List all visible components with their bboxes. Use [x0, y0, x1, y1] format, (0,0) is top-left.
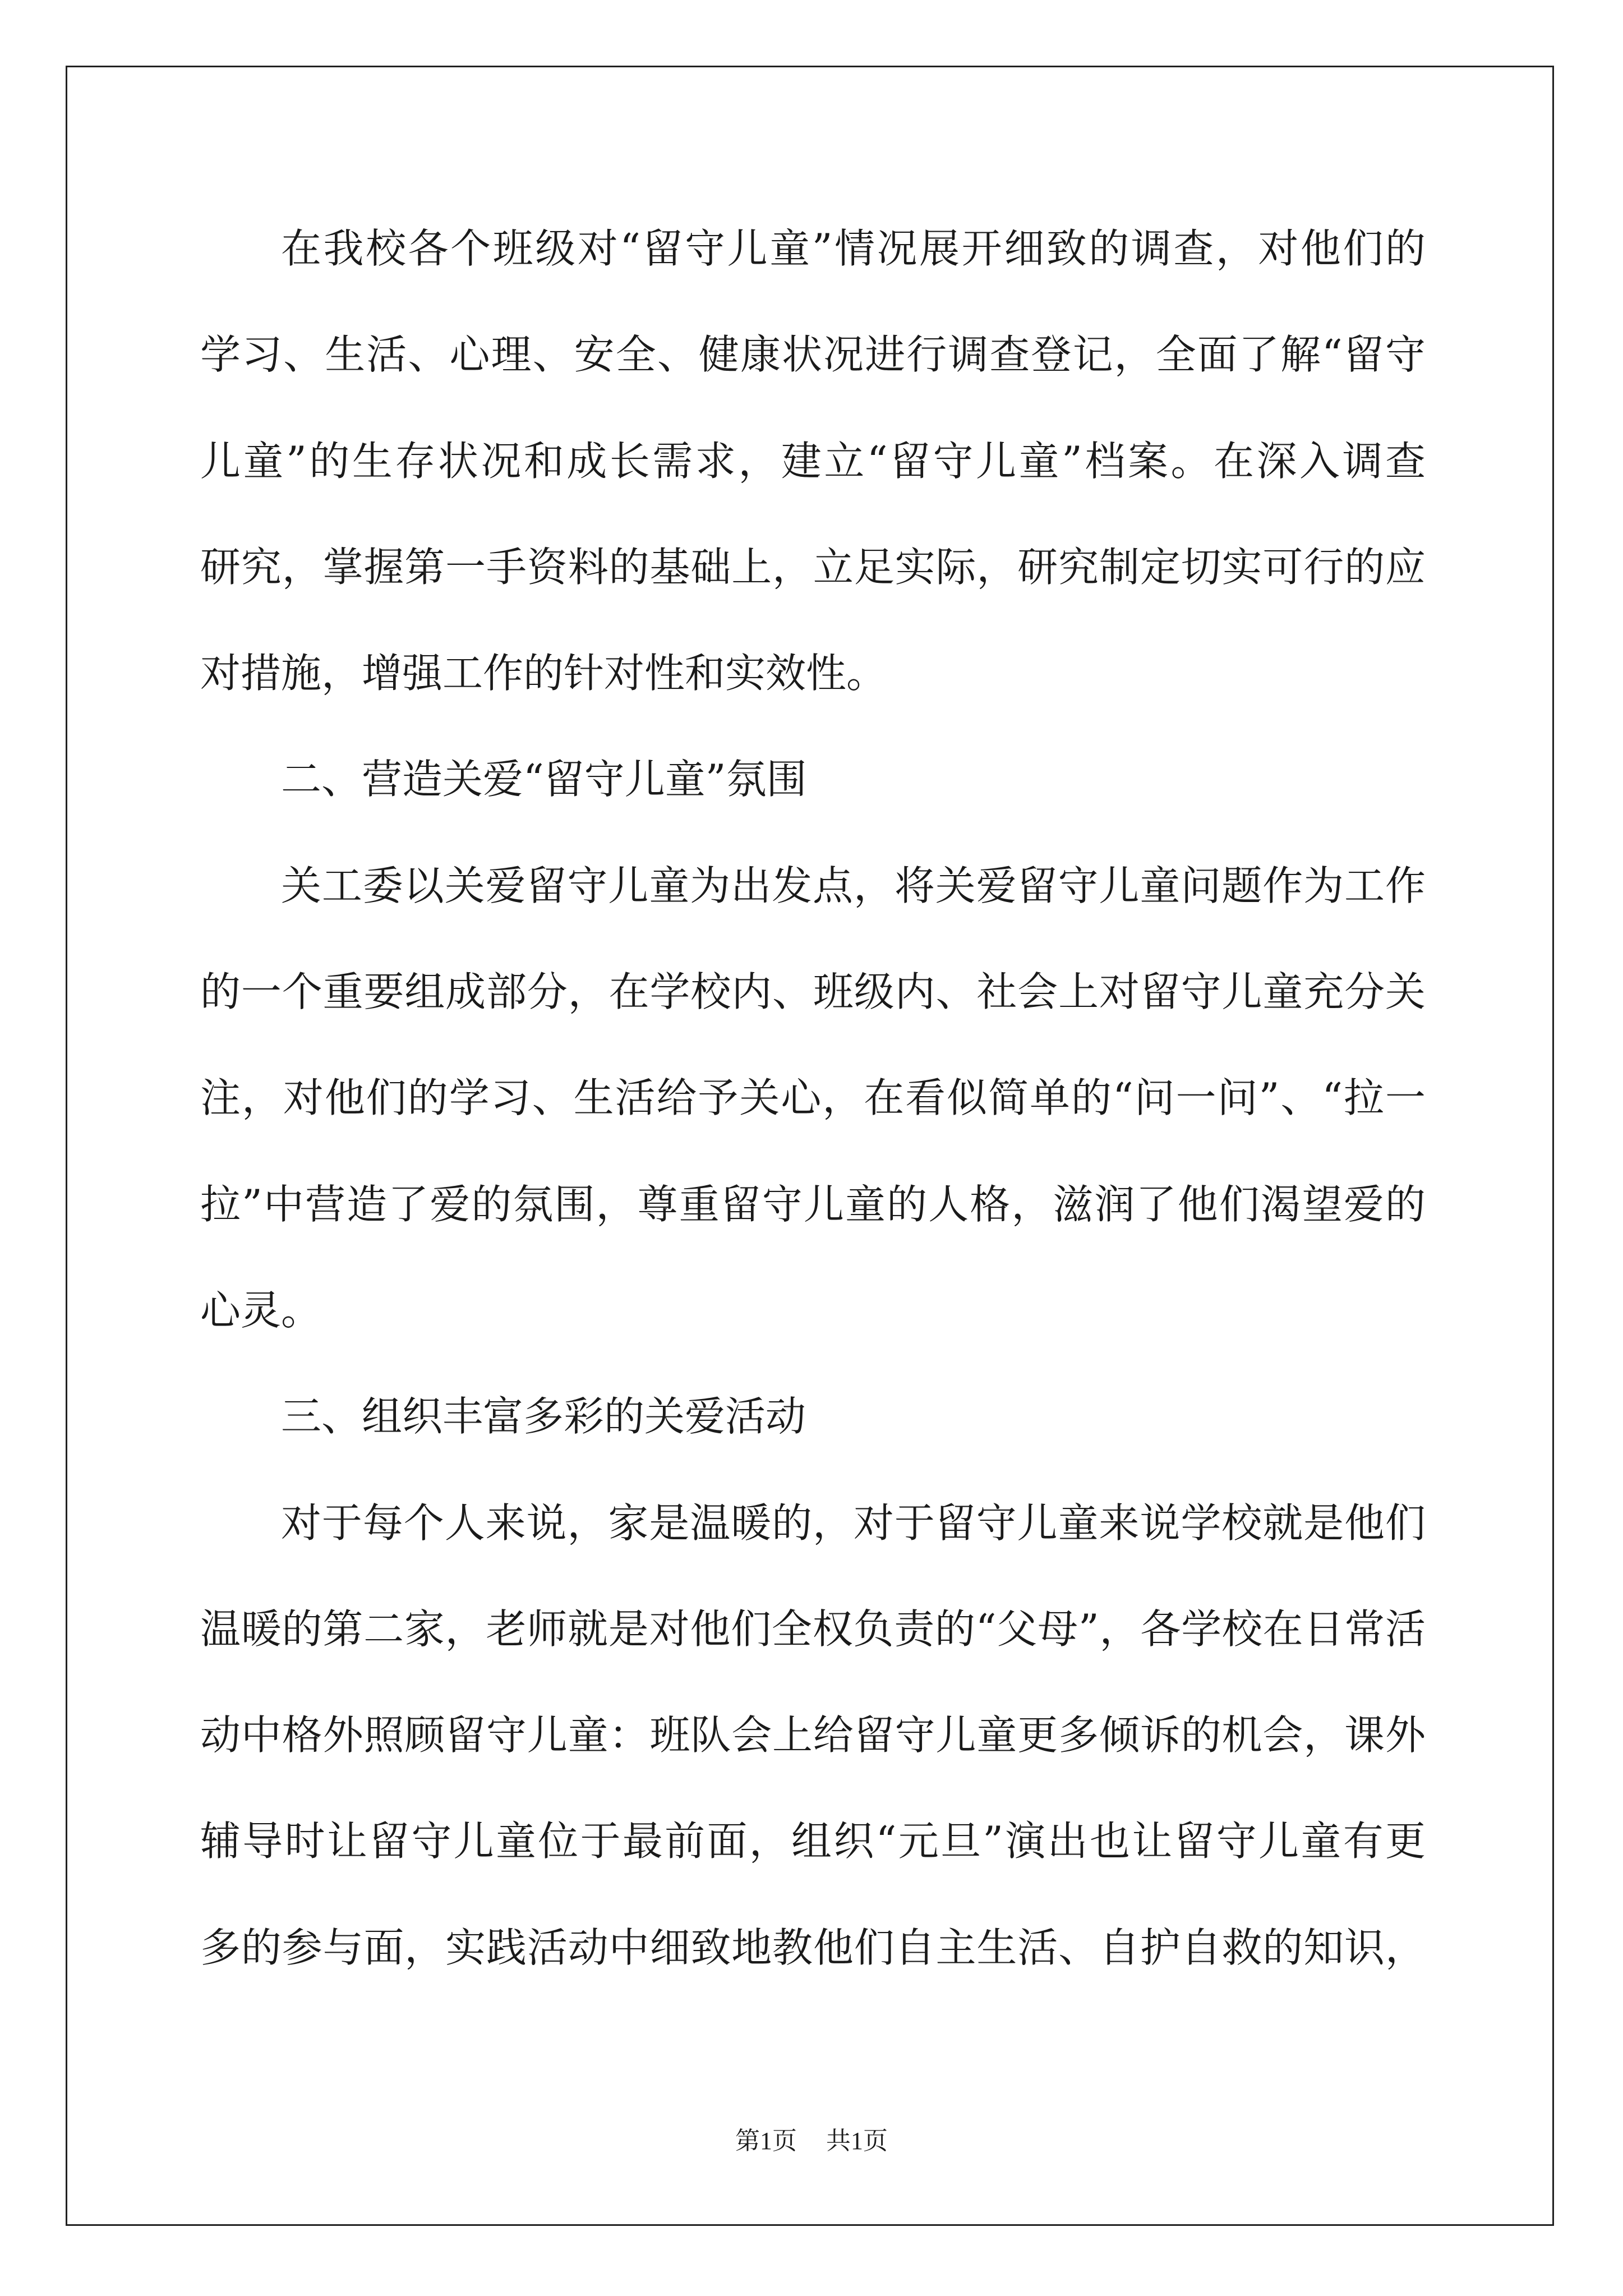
text-line: 对措施，增强工作的针对性和实效性。 [200, 650, 887, 697]
text-line: 儿童”的生存状况和成长需求，建立“留守儿童”档案。在深入调查 [200, 437, 1426, 485]
text-line: 注，对他们的学习、生活给予关心，在看似简单的“问一问”、“拉一 [200, 1074, 1426, 1122]
paragraph [200, 196, 1426, 726]
text-line: 关工委以关爱留守儿童为出发点，将关爱留守儿童问题作为工作 [281, 862, 1426, 909]
text-line: 温暖的第二家，老师就是对他们全权负责的“父母”，各学校在日常活 [200, 1605, 1426, 1653]
paragraph [200, 833, 1426, 1364]
text-line: 对于每个人来说，家是温暖的，对于留守儿童来说学校就是他们 [281, 1499, 1426, 1547]
text-line: 研究，掌握第一手资料的基础上，立足实际，研究制定切实可行的应 [200, 543, 1426, 591]
paragraph [200, 1470, 1426, 2001]
section-heading [200, 726, 1426, 832]
section-heading [200, 1364, 1426, 1470]
text-line: 动中格外照顾留守儿童：班队会上给留守儿童更多倾诉的机会，课外 [200, 1711, 1426, 1759]
text-line: 学习、生活、心理、安全、健康状况进行调查登记，全面了解“留守 [200, 331, 1426, 379]
page-footer [0, 2125, 1623, 2157]
text-line: 多的参与面，实践活动中细致地教他们自主生活、自护自救的知识， [200, 1924, 1426, 1971]
section-heading-text: 二、营造关爱“留守儿童”氛围 [281, 756, 807, 803]
section-heading-text: 三、组织丰富多彩的关爱活动 [281, 1393, 806, 1441]
page-number-current: 第1页 [735, 2127, 797, 2155]
text-line: 辅导时让留守儿童位于最前面，组织“元旦”演出也让留守儿童有更 [200, 1818, 1426, 1865]
text-line: 的一个重要组成部分，在学校内、班级内、社会上对留守儿童充分关 [200, 968, 1426, 1016]
page-number-total: 共1页 [826, 2127, 888, 2155]
body-text [200, 196, 1426, 2001]
text-line: 心灵。 [200, 1286, 322, 1334]
text-line: 在我校各个班级对“留守儿童”情况展开细致的调查，对他们的 [281, 225, 1426, 272]
text-line: 拉”中营造了爱的氛围，尊重留守儿童的人格，滋润了他们渴望爱的 [200, 1180, 1426, 1228]
